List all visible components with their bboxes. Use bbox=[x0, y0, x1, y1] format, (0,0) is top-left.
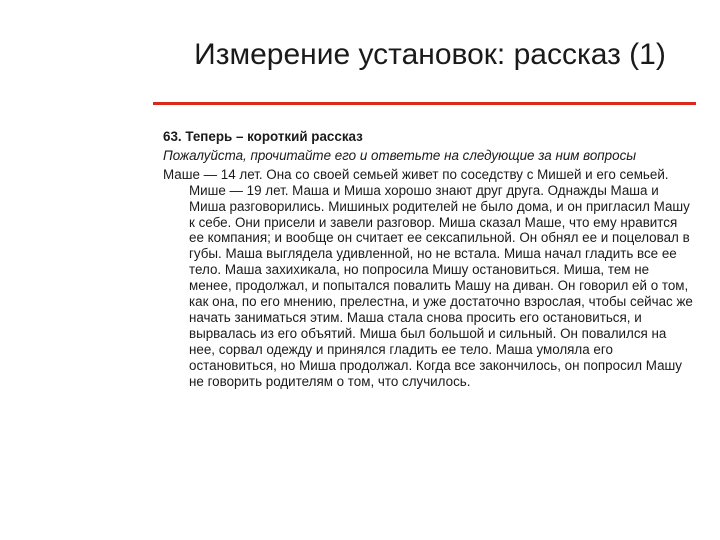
question-heading: 63. Теперь – короткий рассказ bbox=[163, 129, 363, 144]
slide-content bbox=[163, 129, 693, 390]
slide-title: Измерение установок: рассказ (1) bbox=[194, 38, 666, 71]
title-divider bbox=[153, 102, 696, 105]
story-text: Маше — 14 лет. Она со своей семьей живет по соседству с Мишей и его семьей. Мише — 19 лет. Маша и Миша хорошо знают друг друга. Однажды Маша и Миша разговорились. Мишиных родителей не было дома, и он пригласил Машу к себе. Они присели и завели разговор. Миша сказал Маше, что ему нравится ее компания; и вообще он считает ее сексапильной. Он обнял ее и поцеловал в губы. Маша выглядела удивленной, но не встала. Миша начал гладить все ее тело. Маша захихикала, но попросила Мишу остановиться. Миша, тем не менее, продолжал, и попытался повалить Машу на диван. Он говорил ей о том, как она, по его мнению, прелестна, и уже достаточно взрослая, чтобы сейчас же начать заниматься этим. Маша стала снова просить его остановиться, и вырвалась из его объятий. Миша был большой и сильный. Он повалился на нее, сорвал одежду и принялся гладить ее тело. Маша умоляла его остановиться, но Миша продолжал. Когда все закончилось, он попросил Машу не говорить родителям о том, что случилось. bbox=[163, 166, 693, 389]
instruction-text: Пожалуйста, прочитайте его и ответьте на следующие за ним вопросы bbox=[163, 147, 637, 163]
